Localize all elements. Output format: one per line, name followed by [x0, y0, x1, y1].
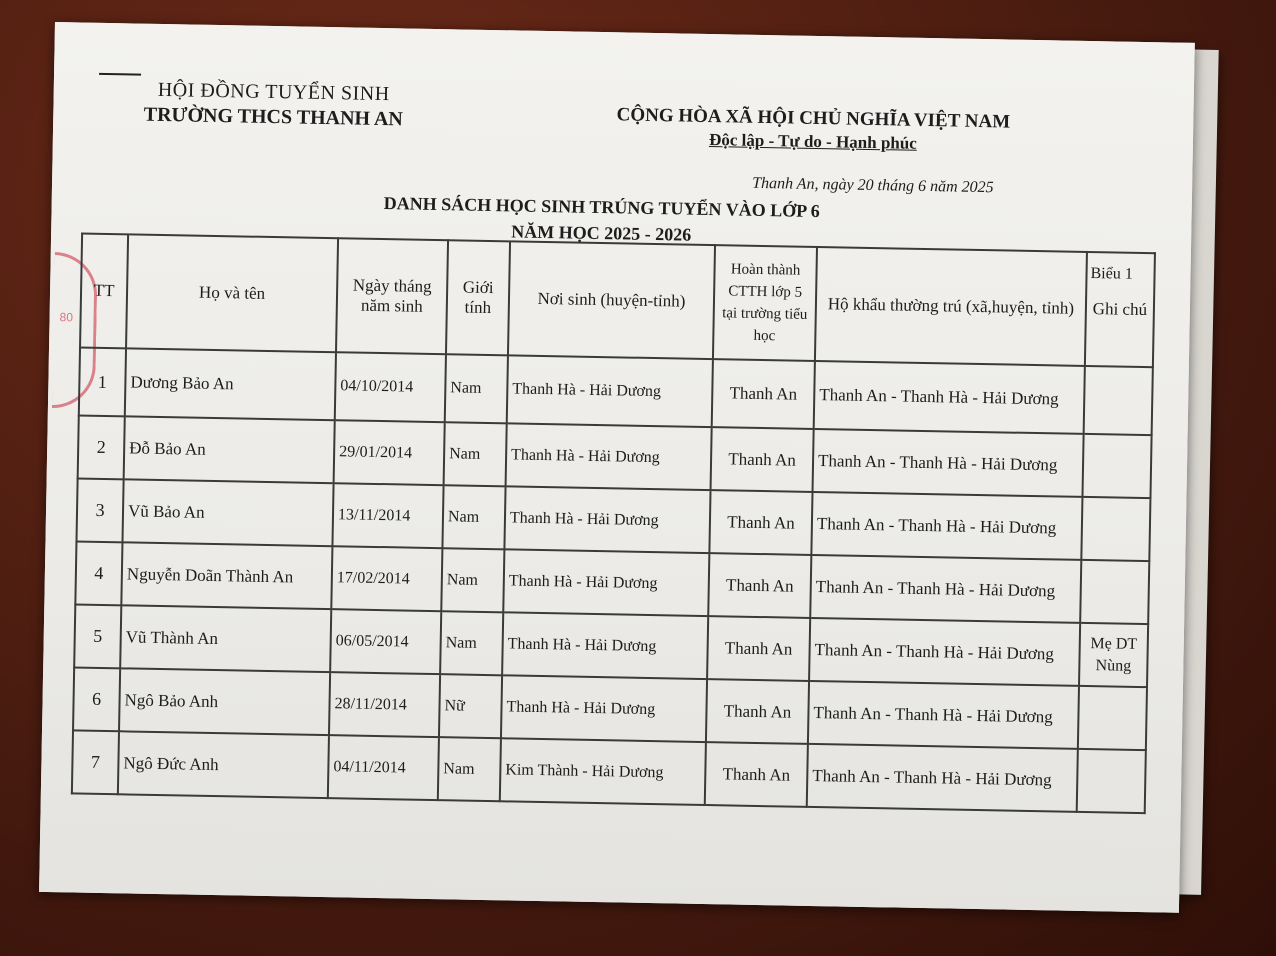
cell-note — [1077, 749, 1146, 813]
student-list-table — [71, 233, 1156, 815]
cell-name: Nguyễn Doãn Thành An — [121, 542, 332, 609]
cell-address: Thanh An - Thanh Hà - Hải Dương — [809, 618, 1080, 686]
cell-school: Thanh An — [706, 679, 809, 744]
cell-tt: 3 — [76, 478, 123, 542]
cell-tt: 2 — [78, 416, 125, 480]
cell-school: Thanh An — [707, 616, 810, 681]
form-label: Biểu 1 — [1090, 265, 1133, 283]
cell-sex: Nam — [445, 354, 508, 423]
title-line-1: DANH SÁCH HỌC SINH TRÚNG TUYỂN VÀO LỚP 6 — [383, 193, 820, 222]
col-header-birthplace: Nơi sinh (huyện-tỉnh) — [508, 241, 715, 359]
cell-dob: 17/02/2014 — [331, 546, 442, 611]
cell-dob: 29/01/2014 — [334, 420, 445, 485]
title-line-2: NĂM HỌC 2025 - 2026 — [511, 221, 692, 245]
cell-school: Thanh An — [708, 553, 811, 618]
cell-sex: Nữ — [439, 674, 502, 738]
council-name: HỘI ĐỒNG TUYỂN SINH — [157, 78, 390, 106]
pen-mark — [99, 73, 141, 76]
col-header-name: Họ và tên — [126, 234, 338, 352]
cell-birthplace: Thanh Hà - Hải Dương — [501, 675, 707, 742]
document-page — [39, 22, 1195, 913]
cell-birthplace: Thanh Hà - Hải Dương — [506, 423, 712, 490]
cell-school: Thanh An — [709, 490, 812, 555]
col-header-tt: TT — [80, 234, 128, 349]
cell-address: Thanh An - Thanh Hà - Hải Dương — [810, 555, 1081, 623]
cell-birthplace: Thanh Hà - Hải Dương — [507, 355, 713, 427]
cell-address: Thanh An - Thanh Hà - Hải Dương — [807, 744, 1078, 812]
cell-note — [1084, 366, 1153, 435]
cell-birthplace: Kim Thành - Hải Dương — [500, 738, 706, 805]
table-header-row — [80, 234, 1155, 368]
cell-school: Thanh An — [711, 427, 814, 492]
cell-name: Dương Bảo An — [125, 348, 336, 420]
cell-school: Thanh An — [712, 359, 815, 429]
national-header — [613, 104, 1014, 155]
cell-note — [1082, 434, 1151, 498]
cell-sex: Nam — [438, 737, 501, 801]
col-header-school: Hoàn thành CTTH lớp 5 tại trường tiểu học — [713, 245, 817, 361]
cell-tt: 7 — [72, 730, 119, 794]
cell-name: Vũ Thành An — [120, 605, 331, 672]
cell-tt: 1 — [79, 348, 126, 417]
cell-tt: 4 — [75, 541, 122, 605]
cell-name: Ngô Đức Anh — [118, 731, 329, 798]
cell-name: Ngô Bảo Anh — [119, 668, 330, 735]
cell-sex: Nam — [444, 422, 507, 486]
col-header-dob: Ngày tháng năm sinh — [336, 238, 448, 354]
cell-dob: 04/10/2014 — [335, 352, 446, 422]
cell-dob: 04/11/2014 — [328, 735, 439, 800]
issuer-header — [113, 78, 434, 132]
stamp-text: 80 — [59, 310, 74, 325]
cell-name: Vũ Bảo An — [122, 479, 333, 546]
document-date: Thanh An, ngày 20 tháng 6 năm 2025 — [752, 174, 994, 197]
republic-name: CỘNG HÒA XÃ HỘI CHỦ NGHĨA VIỆT NAM — [616, 104, 1011, 133]
cell-dob: 06/05/2014 — [330, 609, 441, 674]
cell-note — [1080, 560, 1149, 624]
cell-birthplace: Thanh Hà - Hải Dương — [504, 486, 710, 553]
col-header-note: Ghi chú — [1085, 252, 1155, 367]
cell-address: Thanh An - Thanh Hà - Hải Dương — [813, 429, 1084, 497]
cell-dob: 28/11/2014 — [329, 672, 440, 737]
cell-address: Thanh An - Thanh Hà - Hải Dương — [814, 361, 1085, 434]
cell-address: Thanh An - Thanh Hà - Hải Dương — [811, 492, 1082, 560]
cell-note — [1078, 686, 1147, 750]
cell-note — [1081, 497, 1150, 561]
col-header-address: Hộ khẩu thường trú (xã,huyện, tỉnh) — [815, 247, 1087, 366]
cell-sex: Nam — [441, 548, 504, 612]
cell-birthplace: Thanh Hà - Hải Dương — [502, 612, 708, 679]
cell-note: Mẹ DT Nùng — [1079, 623, 1148, 687]
cell-sex: Nam — [440, 611, 503, 675]
cell-sex: Nam — [442, 485, 505, 549]
school-name: TRƯỜNG THCS THANH AN — [143, 103, 404, 131]
cell-dob: 13/11/2014 — [332, 483, 443, 548]
col-header-sex: Giới tính — [446, 240, 510, 355]
cell-address: Thanh An - Thanh Hà - Hải Dương — [808, 681, 1079, 749]
cell-name: Đỗ Bảo An — [124, 416, 335, 483]
cell-school: Thanh An — [705, 742, 808, 807]
national-motto: Độc lập - Tự do - Hạnh phúc — [708, 130, 918, 153]
cell-tt: 5 — [74, 604, 121, 668]
cell-birthplace: Thanh Hà - Hải Dương — [503, 549, 709, 616]
cell-tt: 6 — [73, 667, 120, 731]
